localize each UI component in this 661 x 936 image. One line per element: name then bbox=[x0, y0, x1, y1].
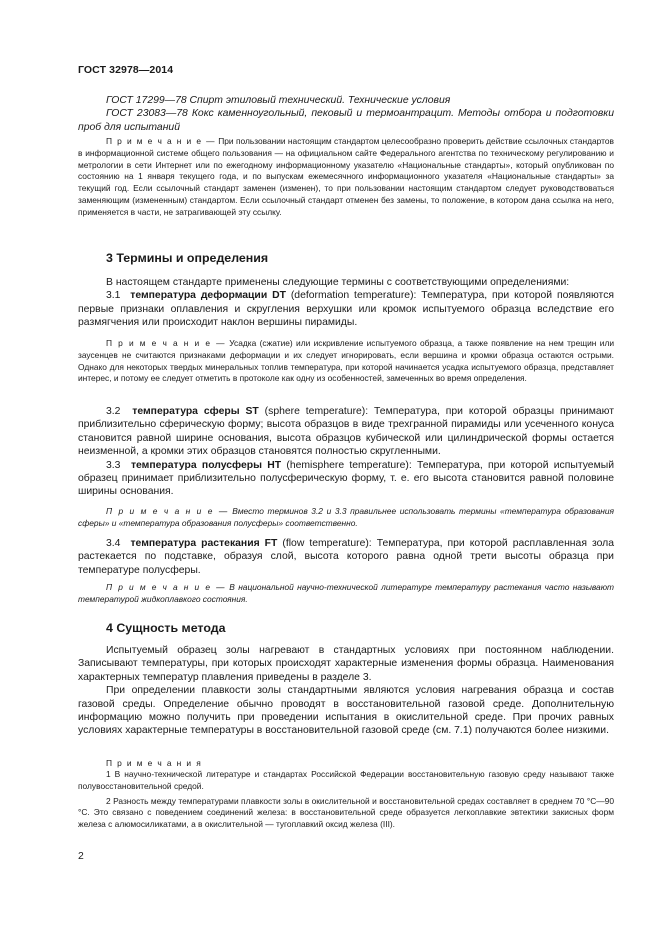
note-references bbox=[78, 136, 614, 219]
section-4-paragraph: Испытуемый образец золы нагревают в стандартных условиях при постоянном наблюдении. Записывают температуры, при которых происходят характерные изменения формы образца. Наименования характерных температур плавления приведены в разделе 3. bbox=[78, 645, 614, 683]
note-text: При пользовании настоящим стандартом целесообразно проверить действие ссылочных стандартов в информационной системе общего пользования — на официальном сайте Федерального агентства по техническому регулированию и метрологии в сети Интернет или по ежегодному информационному указателю «Национальные стандарты», который опубликован по состоянию на 1 января текущего года, и по выпускам ежемесячного информационного указателя «Национальные стандарты» за текущий год. Если ссылочный стандарт заменен (изменен), то при пользовании настоящим стандартом следует руководствоваться заменяющим (измененным) стандартом. Если ссылочный стандарт отменен без замены, то положение, в котором дана ссылка на него, применяется в части, не затрагивающей эту ссылку. bbox=[78, 136, 614, 217]
note-label: П р и м е ч а н и е — bbox=[106, 338, 226, 348]
terms-3-2-3-3 bbox=[78, 405, 614, 499]
note-text: Усадка (сжатие) или искривление испытуемого образца, а также появление на нем трещин или заусенцев не считаются признаками деформации и их следует игнорировать, если вершина и кромки образца остаются острыми. Однако для некоторых твердых минеральных топлив температура, при которой начинается усадка испытуемого образца, представляет интерес, и потому ее следует отметить в протоколе как одну из особенностей, замеченных во время определения. bbox=[78, 338, 615, 384]
term-3-4-block bbox=[78, 537, 614, 577]
term-3-1-name: температура деформации DT bbox=[130, 290, 286, 302]
section-4-body bbox=[78, 644, 614, 738]
section-4-notes bbox=[78, 758, 614, 831]
note-text: В национальной научно-технической литературе температуру растекания часто называют температурой жидкоплавкого состояния. bbox=[78, 582, 614, 604]
note-3-4 bbox=[78, 582, 614, 606]
normative-references bbox=[78, 94, 614, 134]
note-3-1 bbox=[78, 338, 614, 385]
section-3-body bbox=[78, 276, 614, 330]
document-header: ГОСТ 32978—2014 bbox=[78, 64, 174, 76]
term-3-3-name: температура полусферы HT bbox=[130, 459, 282, 471]
note-item: 2 Разность между температурами плавкости золы в окислительной и восстановительной средах составляет в среднем 70 °С—90 °С. Это связано с поведением соединений железа: в восстановительной среде образуется легкоплавкие эвтектики закисных форм железа с алюмосиликатами, а в окислительной — тугоплавкий оксид железа (III). bbox=[78, 795, 614, 830]
section-3-intro: В настоящем стандарте применены следующие термины с соответствующими определениями: bbox=[106, 277, 570, 288]
term-3-2: 3.2 температура сферы ST (sphere temperature): Температура, при которой образцы принимают приблизительно сферическую форму; высота образцов в виде трехгранной пирамиды или усеченного конуса становится равной ширине основания, высота образцов кубической или цилиндрической формы остается неизменной, а кромки этих образцов становятся полностью скругленными. bbox=[78, 406, 614, 458]
reference-item: ГОСТ 17299—78 Спирт этиловый технический. Технические условия bbox=[106, 95, 451, 106]
term-3-1: 3.1 температура деформации DT (deformation temperature): Температура, при которой появляются первые признаки оплавления и скругления верхушки или кромок испытуемого образца вследствие его размягчения или происходит наклон вершины пирамиды. bbox=[78, 290, 615, 329]
term-3-2-name: температура сферы ST bbox=[132, 406, 259, 417]
page-number: 2 bbox=[78, 851, 84, 862]
note-text: Вместо терминов 3.2 и 3.3 правильнее использовать термины «температура образования сферы» и «температура образования полусферы» соответственно. bbox=[78, 506, 615, 528]
section-4-paragraph: При определении плавкости золы стандартными являются условия нагревания образца и состав газовой среды. Определение обычно проводят в восстановительной газовой среде. Дополнительную информацию можно получить при проведении испытания в окислительной среде. При прочих равных условиях характерные температуры в восстановительной газовой среде (см. 7.1) получаются более низкими. bbox=[78, 685, 614, 737]
note-label: П р и м е ч а н и е — bbox=[106, 506, 229, 516]
note-item: 1 В научно-технической литературе и стандартах Российской Федерации восстановительную газовую среду называют также полувосстановительной средой. bbox=[78, 769, 614, 791]
section-4-heading: 4 Сущность метода bbox=[106, 621, 226, 635]
term-3-3: 3.3 температура полусферы HT (hemisphere temperature): Температура, при которой испытуемый образец принимает приблизительно полусферическую форму, т. е. его высота становится равной половине ширины основания. bbox=[78, 459, 614, 498]
note-label: П р и м е ч а н и е — bbox=[106, 136, 216, 146]
section-3-heading: 3 Термины и определения bbox=[106, 251, 269, 265]
note-3-3 bbox=[78, 506, 614, 530]
term-3-4: 3.4 температура растекания FT (flow temperature): Температура, при которой расплавленная зола растекается по подставке, образуя слой, высота которого равна одной трети высоты образца при температуре полусферы. bbox=[78, 538, 614, 576]
reference-item: ГОСТ 23083—78 Кокс каменноугольный, пековый и термоантрацит. Методы отбора и подготовки проб для испытаний bbox=[78, 108, 614, 133]
note-label: П р и м е ч а н и е — bbox=[106, 582, 226, 592]
term-3-4-name: температура растекания FT bbox=[130, 538, 278, 549]
notes-title: П р и м е ч а н и я bbox=[106, 758, 203, 768]
